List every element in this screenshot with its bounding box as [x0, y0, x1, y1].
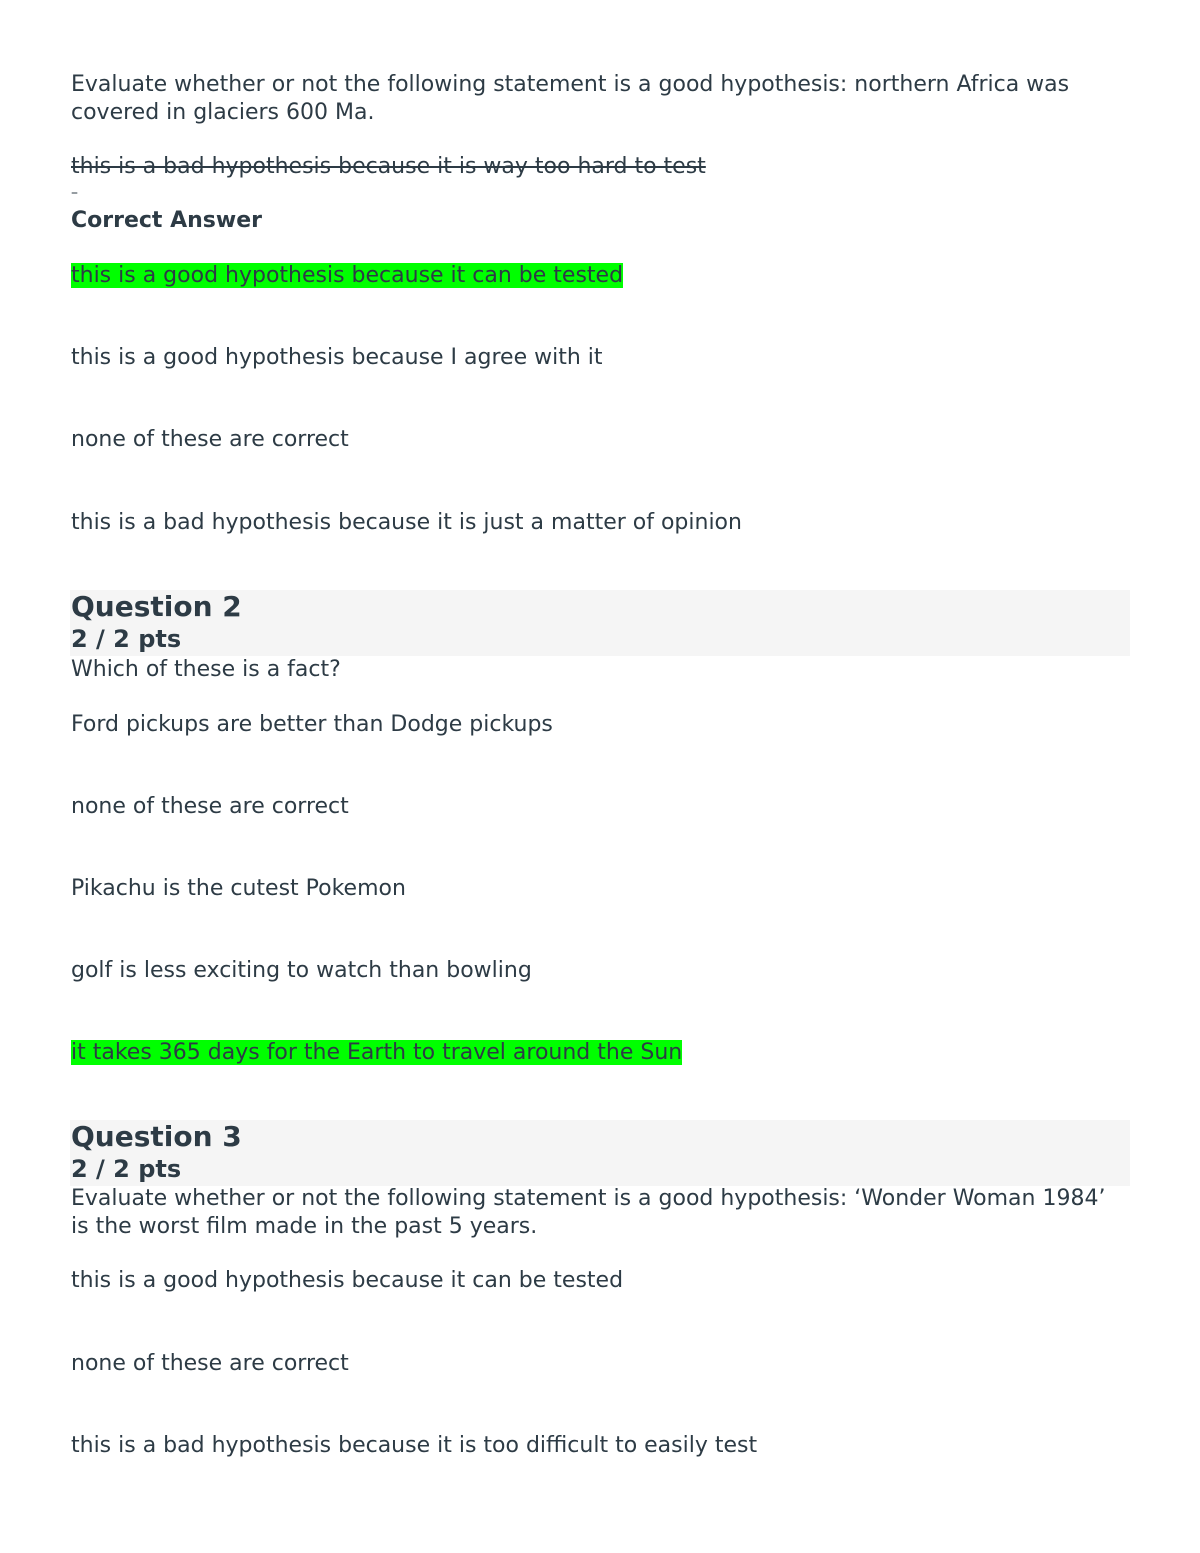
correct-answer-highlight: it takes 365 days for the Earth to travel around the Sun	[71, 1040, 683, 1065]
question-1-answer: this is a good hypothesis because I agree with it	[71, 345, 603, 370]
question-2-title: Question 2	[71, 590, 242, 623]
question-3-points: 2 / 2 pts	[71, 1155, 182, 1183]
question-2-answer: Ford pickups are better than Dodge pickups	[71, 712, 553, 737]
question-1-prompt: Evaluate whether or not the following statement is a good hypothesis: northern Africa was covered in glaciers 600 Ma.	[71, 72, 1070, 125]
question-3-prompt: Evaluate whether or not the following statement is a good hypothesis: ‘Wonder Woman 1984’ is the worst film made in the past 5 years.	[71, 1186, 1106, 1239]
answer-separator: –	[71, 185, 78, 201]
question-2-prompt: Which of these is a fact?	[71, 657, 341, 682]
question-2-answer: none of these are correct	[71, 794, 349, 819]
question-1-answer-correct	[71, 262, 623, 290]
question-1-selected-wrong-answer: this is a bad hypothesis because it is way too hard to test	[71, 154, 706, 179]
question-3-answer: none of these are correct	[71, 1351, 349, 1376]
question-2-points: 2 / 2 pts	[71, 625, 182, 653]
question-3-title: Question 3	[71, 1120, 242, 1153]
question-2-header	[70, 590, 1130, 656]
question-2-answer-correct	[71, 1039, 682, 1067]
question-2-answer: golf is less exciting to watch than bowling	[71, 958, 532, 983]
question-3-header	[70, 1120, 1130, 1186]
correct-answer-label: Correct Answer	[71, 208, 262, 233]
question-1-answer: none of these are correct	[71, 427, 349, 452]
correct-answer-highlight: this is a good hypothesis because it can be tested	[71, 263, 624, 288]
question-2-answer: Pikachu is the cutest Pokemon	[71, 876, 406, 901]
question-3-answer: this is a bad hypothesis because it is too difficult to easily test	[71, 1433, 758, 1458]
question-3-answer: this is a good hypothesis because it can be tested	[71, 1268, 624, 1293]
question-1-answer: this is a bad hypothesis because it is just a matter of opinion	[71, 510, 742, 535]
